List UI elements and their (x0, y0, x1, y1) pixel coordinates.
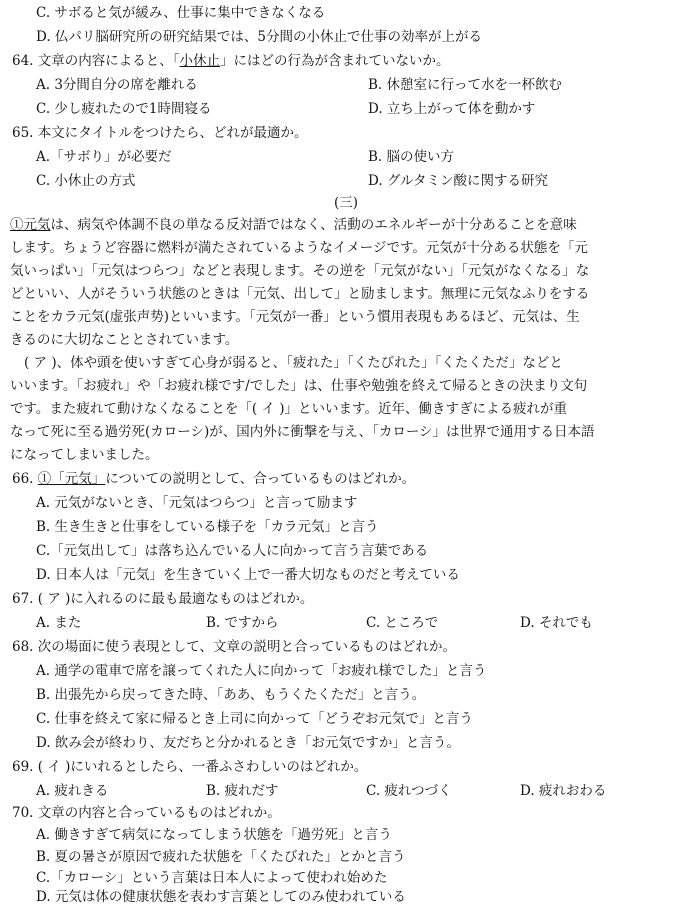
question-69 (0, 756, 692, 778)
option-a: A. 通学の電車で席を譲ってくれた人に向かって「お疲れ様でした」と言う (36, 663, 487, 679)
option-a: A. また (36, 615, 82, 631)
option-63c: C. サボると気が緩み、仕事に集中できなくなる (36, 5, 326, 21)
question-number: 65. (12, 125, 34, 141)
keyword-underlined: ①「元気」 (37, 471, 106, 487)
question-text: についての説明として、合っているものはどれか。 (105, 471, 416, 487)
passage-keyword: ①元気 (10, 217, 51, 233)
option-b: B. ですから (206, 615, 279, 631)
options-row (0, 170, 692, 192)
passage-line: なって死に至る過労死(カローシ)が、国内外に衝撃を与え、「カローシ」は世界で通用する日本語 (10, 424, 595, 440)
option-c: C. ところで (366, 615, 439, 631)
passage-line: どといい、人がそういう状態のときは「元気、出して」と励まします。無理に元気なふりをする (10, 286, 590, 302)
question-text: 次の場面に使う表現として、文章の説明と合っているものはどれか。 (37, 639, 457, 655)
question-number: 70. (12, 805, 34, 821)
question-number: 66. (12, 471, 34, 487)
passage-text: は、病気や体調不良の単なる反対語ではなく、活動のエネルギーが十分あることを意味 (50, 217, 577, 233)
options-row (0, 780, 692, 802)
question-text-post: 」にはどの行為が含まれていないか。 (220, 53, 450, 69)
question-text: ( ア )に入れるのに最も最適なものはどれか。 (37, 591, 314, 607)
option-b: B. 休憩室に行って水を一杯飲む (368, 77, 563, 93)
option-c: C. 疲れつづく (366, 783, 452, 799)
option-c: C.「カローシ」という言葉は日本人によって使われ始めた (36, 870, 388, 886)
passage-line: きるのに大切なこととされています。 (10, 332, 239, 348)
question-70 (0, 802, 692, 824)
question-text: 文章の内容と合っているものはどれか。 (37, 805, 281, 821)
passage-line: ( ア )、体や頭を使いすぎて心身が弱ると、「疲れた」「くたびれた」「くたくただ」などと (24, 355, 563, 371)
question-65 (0, 122, 692, 144)
options-row (0, 98, 692, 120)
option-c: C. 小休止の方式 (36, 173, 136, 189)
passage-line: になってしまいました。 (10, 447, 159, 463)
options-row (0, 146, 692, 168)
option-a: A.「サボり」が必要だ (36, 149, 172, 165)
option-c: C.「元気出して」は落ち込んでいる人に向かって言う言葉である (36, 543, 429, 559)
option-a: A. 元気がないとき、「元気はつらつ」と言って励ます (36, 495, 358, 511)
options-row (0, 74, 692, 96)
option-c: C. 仕事を終えて家に帰るとき上司に向かって「どうぞお元気で」と言う (36, 711, 473, 727)
option-d: D. それでも (520, 615, 593, 631)
option-b: B. 出張先から戻ってきた時、「ああ、もうくたくただ」と言う。 (36, 687, 426, 703)
question-text-pre: 文章の内容によると、「 (37, 53, 180, 69)
options-row (0, 612, 692, 634)
question-68 (0, 636, 692, 658)
passage-line (0, 214, 692, 236)
passage-line: ことをカラ元気(虚张声势)といいます。「元気が一番」という慣用表現もあるほど、元気は、生 (10, 309, 580, 325)
question-text: 本文にタイトルをつけたら、どれが最適か。 (37, 125, 308, 141)
option-b: B. 夏の暑さが原因で疲れた状態を「くたびれた」とかと言う (36, 849, 406, 865)
option-c: C. 少し疲れたので1時間寝る (36, 101, 212, 117)
question-64 (0, 50, 692, 72)
option-d: D. 疲れおわる (520, 783, 607, 799)
option-63d: D. 仏パリ脳研究所の研究結果では、5分間の小休止で仕事の効率が上がる (36, 29, 483, 45)
question-number: 64. (12, 53, 34, 69)
question-67 (0, 588, 692, 610)
option-d: D. 日本人は「元気」を生きていく上で一番大切なものだと考えている (36, 567, 460, 583)
option-d: D. 立ち上がって体を動かす (368, 101, 536, 117)
option-b: B. 脳の使い方 (368, 149, 455, 165)
passage-line: いいます。「お疲れ」や「お疲れ様です/でした」は、仕事や勉強を終えて帰るときの決まり文句 (10, 378, 588, 394)
option-a: A. 疲れきる (36, 783, 109, 799)
option-a: A. 働きすぎて病気になってしまう状態を「過労死」と言う (36, 827, 392, 843)
question-text: ( イ )にいれるとしたら、一番ふさわしいのはどれか。 (37, 759, 368, 775)
passage-line: です。また疲れて動けなくなることを「( イ )」といいます。近年、働きすぎによる疲れが重 (10, 401, 567, 417)
option-d: D. 元気は体の健康状態を表わす言葉としてのみ使われている (36, 889, 406, 905)
keyword-underlined: 小休止 (179, 53, 221, 69)
option-d: D. 飲み会が終わり、友だちと分かれるとき「お元気ですか」と言う。 (36, 735, 460, 751)
question-number: 69. (12, 759, 34, 775)
question-number: 67. (12, 591, 34, 607)
option-b: B. 生き生きと仕事をしている様子を「カラ元気」と言う (36, 519, 379, 535)
option-a: A. 3分間自分の席を離れる (36, 77, 198, 93)
option-d: D. グルタミン酸に関する研究 (368, 173, 548, 189)
section-heading: (三) (333, 195, 359, 211)
question-66 (0, 468, 692, 490)
question-number: 68. (12, 639, 34, 655)
passage-line: 気いっぱい」「元気はつらつ」などと表現します。その逆を「元気がない」「元気がなくなる」な (10, 263, 590, 279)
option-b: B. 疲れだす (206, 783, 279, 799)
passage-line: します。ちょうど容器に燃料が満たされているようなイメージです。元気が十分ある状態を「元 (10, 240, 588, 256)
